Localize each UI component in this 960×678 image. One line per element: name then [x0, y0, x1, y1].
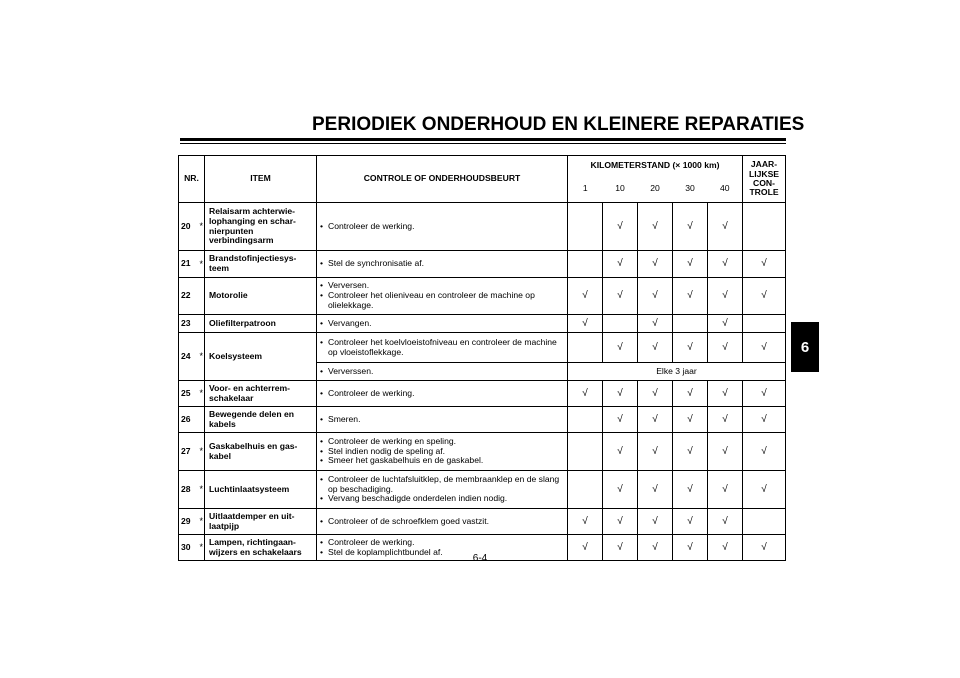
check-cell: [708, 278, 743, 315]
row-item: Motorolie: [205, 278, 317, 315]
row-number: 24: [181, 350, 191, 361]
check-cell: [673, 509, 708, 535]
check-mark: √: [617, 220, 623, 232]
check-cell: [568, 251, 603, 278]
row-number: 22: [181, 290, 191, 301]
check-mark: √: [722, 290, 728, 302]
check-mark: √: [761, 541, 767, 553]
check-cell: [743, 381, 786, 407]
control-action: • Ververssen.: [320, 367, 564, 377]
check-mark: √: [617, 515, 623, 527]
check-cell: [638, 381, 673, 407]
check-cell: [568, 471, 603, 509]
check-cell: [708, 535, 743, 561]
check-cell: [708, 509, 743, 535]
row-number: 25: [181, 387, 191, 398]
check-mark: √: [722, 413, 728, 425]
check-cell: [708, 407, 743, 433]
check-mark: √: [761, 258, 767, 270]
check-cell: [673, 433, 708, 471]
control-action: • Controleer de werking.: [320, 538, 564, 548]
dealer-service-asterisk: *: [199, 351, 203, 362]
row-number-cell: [179, 333, 205, 381]
row-item: Luchtinlaatsysteem: [205, 471, 317, 509]
check-mark: √: [722, 317, 728, 329]
check-cell: [708, 433, 743, 471]
row-item: Lampen, richtingaan- wijzers en schakelaars: [205, 535, 317, 561]
check-cell: [743, 251, 786, 278]
check-cell: [603, 315, 638, 333]
header-km-30: 30: [673, 176, 708, 203]
check-cell: [568, 333, 603, 363]
check-cell: [673, 471, 708, 509]
header-odometer: KILOMETERSTAND (× 1000 km): [568, 156, 743, 176]
row-control: [317, 363, 568, 381]
check-cell: [743, 278, 786, 315]
check-cell: [743, 535, 786, 561]
check-mark: √: [652, 483, 658, 495]
row-number-cell: [179, 407, 205, 433]
row-control: [317, 251, 568, 278]
check-cell: [673, 251, 708, 278]
check-cell: [673, 315, 708, 333]
header-yearly: JAAR- LIJKSE CON- TROLE: [743, 156, 786, 203]
check-mark: √: [582, 515, 588, 527]
row-number-cell: [179, 315, 205, 333]
table-row: [179, 203, 786, 251]
check-mark: √: [617, 258, 623, 270]
control-action: • Smeren.: [320, 415, 564, 425]
check-mark: √: [687, 290, 693, 302]
row-item: Oliefilterpatroon: [205, 315, 317, 333]
page-number: 6-4: [472, 553, 488, 564]
control-action: • Stel de koplamplichtbundel af.: [320, 548, 564, 558]
check-cell: [603, 251, 638, 278]
header-control: CONTROLE OF ONDERHOUDSBEURT: [317, 156, 568, 203]
row-number: 23: [181, 317, 191, 328]
check-mark: √: [687, 515, 693, 527]
check-cell: [568, 407, 603, 433]
check-cell: [708, 333, 743, 363]
check-mark: √: [687, 341, 693, 353]
check-mark: √: [722, 515, 728, 527]
check-mark: √: [652, 341, 658, 353]
table-row: [179, 333, 786, 363]
check-cell: [708, 251, 743, 278]
header-km-10: 10: [603, 176, 638, 203]
row-control: [317, 433, 568, 471]
check-cell: [603, 535, 638, 561]
dealer-service-asterisk: *: [199, 446, 203, 457]
control-action: • Controleer het olieniveau en controleer de machine op olielekkage.: [320, 291, 564, 310]
row-item: Uitlaatdemper en uit- laatpijp: [205, 509, 317, 535]
interval-note: Elke 3 jaar: [568, 363, 786, 381]
table-row: [179, 381, 786, 407]
check-mark: √: [761, 341, 767, 353]
header-km-40: 40: [708, 176, 743, 203]
row-item: Relaisarm achterwie- lophanging en schar- nierpunten verbindingsarm: [205, 203, 317, 251]
check-cell: [708, 471, 743, 509]
check-cell: [743, 333, 786, 363]
check-cell: [708, 203, 743, 251]
check-mark: √: [761, 413, 767, 425]
table-row: [179, 278, 786, 315]
check-mark: √: [582, 541, 588, 553]
control-action: • Controleer of de schroefklem goed vastzit.: [320, 517, 564, 527]
maintenance-table: [178, 155, 786, 561]
check-mark: √: [722, 387, 728, 399]
row-number-cell: [179, 381, 205, 407]
check-cell: [638, 535, 673, 561]
check-mark: √: [687, 413, 693, 425]
check-cell: [638, 333, 673, 363]
check-cell: [568, 535, 603, 561]
row-item: Gaskabelhuis en gas- kabel: [205, 433, 317, 471]
header-nr: NR.: [179, 156, 205, 203]
check-cell: [568, 433, 603, 471]
row-item: Koelsysteem: [205, 333, 317, 381]
row-number: 20: [181, 220, 191, 231]
check-mark: √: [722, 483, 728, 495]
check-cell: [743, 471, 786, 509]
check-cell: [568, 509, 603, 535]
check-cell: [673, 381, 708, 407]
control-action: • Controleer de werking.: [320, 222, 564, 232]
control-action: • Smeer het gaskabelhuis en de gaskabel.: [320, 456, 564, 466]
table-row: [179, 407, 786, 433]
check-cell: [603, 203, 638, 251]
dealer-service-asterisk: *: [199, 516, 203, 527]
row-number-cell: [179, 471, 205, 509]
check-mark: √: [722, 341, 728, 353]
check-mark: √: [687, 445, 693, 457]
row-control: [317, 471, 568, 509]
row-control: [317, 535, 568, 561]
check-mark: √: [761, 387, 767, 399]
row-control: [317, 333, 568, 363]
table-row: [179, 315, 786, 333]
check-mark: √: [722, 220, 728, 232]
check-cell: [568, 381, 603, 407]
check-mark: √: [617, 341, 623, 353]
row-control: [317, 407, 568, 433]
table-row: [179, 471, 786, 509]
check-cell: [638, 433, 673, 471]
check-cell: [603, 381, 638, 407]
check-cell: [743, 315, 786, 333]
dealer-service-asterisk: *: [199, 258, 203, 269]
title-rule-thin: [180, 143, 786, 144]
check-mark: √: [722, 541, 728, 553]
check-mark: √: [652, 515, 658, 527]
check-mark: √: [687, 258, 693, 270]
control-action: • Controleer de luchtafsluitklep, de membraanklep en de slang op beschadiging.: [320, 475, 564, 494]
check-cell: [743, 509, 786, 535]
table-row: [179, 251, 786, 278]
chapter-tab: 6: [791, 322, 819, 372]
control-action: • Controleer het koelvloeistofniveau en controleer de machine op vloeistoflekkage.: [320, 338, 564, 357]
row-control: [317, 315, 568, 333]
title-rule-thick: [180, 138, 786, 141]
control-action: • Controleer de werking.: [320, 389, 564, 399]
row-control: [317, 278, 568, 315]
check-cell: [638, 203, 673, 251]
check-mark: √: [617, 387, 623, 399]
control-action: • Stel indien nodig de speling af.: [320, 447, 564, 457]
check-mark: √: [582, 290, 588, 302]
check-cell: [603, 509, 638, 535]
table-row: [179, 509, 786, 535]
row-number: 30: [181, 541, 191, 552]
row-number-cell: [179, 433, 205, 471]
check-cell: [638, 471, 673, 509]
control-action: • Stel de synchronisatie af.: [320, 259, 564, 269]
row-number: 28: [181, 483, 191, 494]
header-item: ITEM: [205, 156, 317, 203]
check-cell: [638, 315, 673, 333]
check-mark: √: [722, 258, 728, 270]
check-mark: √: [761, 483, 767, 495]
row-number-cell: [179, 203, 205, 251]
check-mark: √: [687, 541, 693, 553]
maintenance-table-body: [179, 203, 786, 561]
control-action: • Vervangen.: [320, 319, 564, 329]
check-cell: [638, 251, 673, 278]
check-mark: √: [652, 317, 658, 329]
row-number: 21: [181, 258, 191, 269]
table-row: [179, 433, 786, 471]
check-cell: [673, 407, 708, 433]
check-mark: √: [687, 483, 693, 495]
check-cell: [743, 433, 786, 471]
check-cell: [603, 333, 638, 363]
check-mark: √: [687, 220, 693, 232]
row-number: 29: [181, 515, 191, 526]
check-mark: √: [582, 387, 588, 399]
row-number-cell: [179, 509, 205, 535]
check-mark: √: [722, 445, 728, 457]
check-mark: √: [652, 258, 658, 270]
check-mark: √: [687, 387, 693, 399]
row-number-cell: [179, 251, 205, 278]
control-action: • Verversen.: [320, 281, 564, 291]
check-cell: [568, 278, 603, 315]
dealer-service-asterisk: *: [199, 388, 203, 399]
row-item: Bewegende delen en kabels: [205, 407, 317, 433]
check-mark: √: [617, 541, 623, 553]
control-action: • Controleer de werking en speling.: [320, 437, 564, 447]
check-mark: √: [652, 413, 658, 425]
check-cell: [638, 278, 673, 315]
row-control: [317, 509, 568, 535]
check-cell: [568, 315, 603, 333]
check-mark: √: [652, 290, 658, 302]
dealer-service-asterisk: *: [199, 542, 203, 553]
check-cell: [603, 433, 638, 471]
check-cell: [708, 381, 743, 407]
row-number: 26: [181, 413, 191, 424]
row-control: [317, 203, 568, 251]
check-mark: √: [761, 445, 767, 457]
dealer-service-asterisk: *: [199, 484, 203, 495]
row-number: 27: [181, 445, 191, 456]
check-cell: [603, 278, 638, 315]
check-mark: √: [617, 290, 623, 302]
header-km-1: 1: [568, 176, 603, 203]
control-action: • Vervang beschadigde onderdelen indien nodig.: [320, 494, 564, 504]
check-mark: √: [652, 387, 658, 399]
row-control: [317, 381, 568, 407]
check-cell: [568, 203, 603, 251]
check-cell: [743, 203, 786, 251]
page-title: PERIODIEK ONDERHOUD EN KLEINERE REPARATIES: [312, 114, 805, 135]
check-mark: √: [617, 413, 623, 425]
dealer-service-asterisk: *: [199, 221, 203, 232]
check-mark: √: [761, 290, 767, 302]
check-cell: [638, 509, 673, 535]
row-number-cell: [179, 278, 205, 315]
check-mark: √: [652, 445, 658, 457]
check-mark: √: [652, 541, 658, 553]
row-item: Brandstofinjectiesys- teem: [205, 251, 317, 278]
check-mark: √: [617, 483, 623, 495]
check-cell: [673, 203, 708, 251]
check-cell: [673, 535, 708, 561]
check-cell: [673, 278, 708, 315]
check-cell: [673, 333, 708, 363]
check-cell: [603, 471, 638, 509]
check-mark: √: [617, 445, 623, 457]
check-mark: √: [582, 317, 588, 329]
row-number-cell: [179, 535, 205, 561]
header-km-20: 20: [638, 176, 673, 203]
check-cell: [743, 407, 786, 433]
check-cell: [603, 407, 638, 433]
row-item: Voor- en achterrem- schakelaar: [205, 381, 317, 407]
check-mark: √: [652, 220, 658, 232]
check-cell: [708, 315, 743, 333]
check-cell: [638, 407, 673, 433]
